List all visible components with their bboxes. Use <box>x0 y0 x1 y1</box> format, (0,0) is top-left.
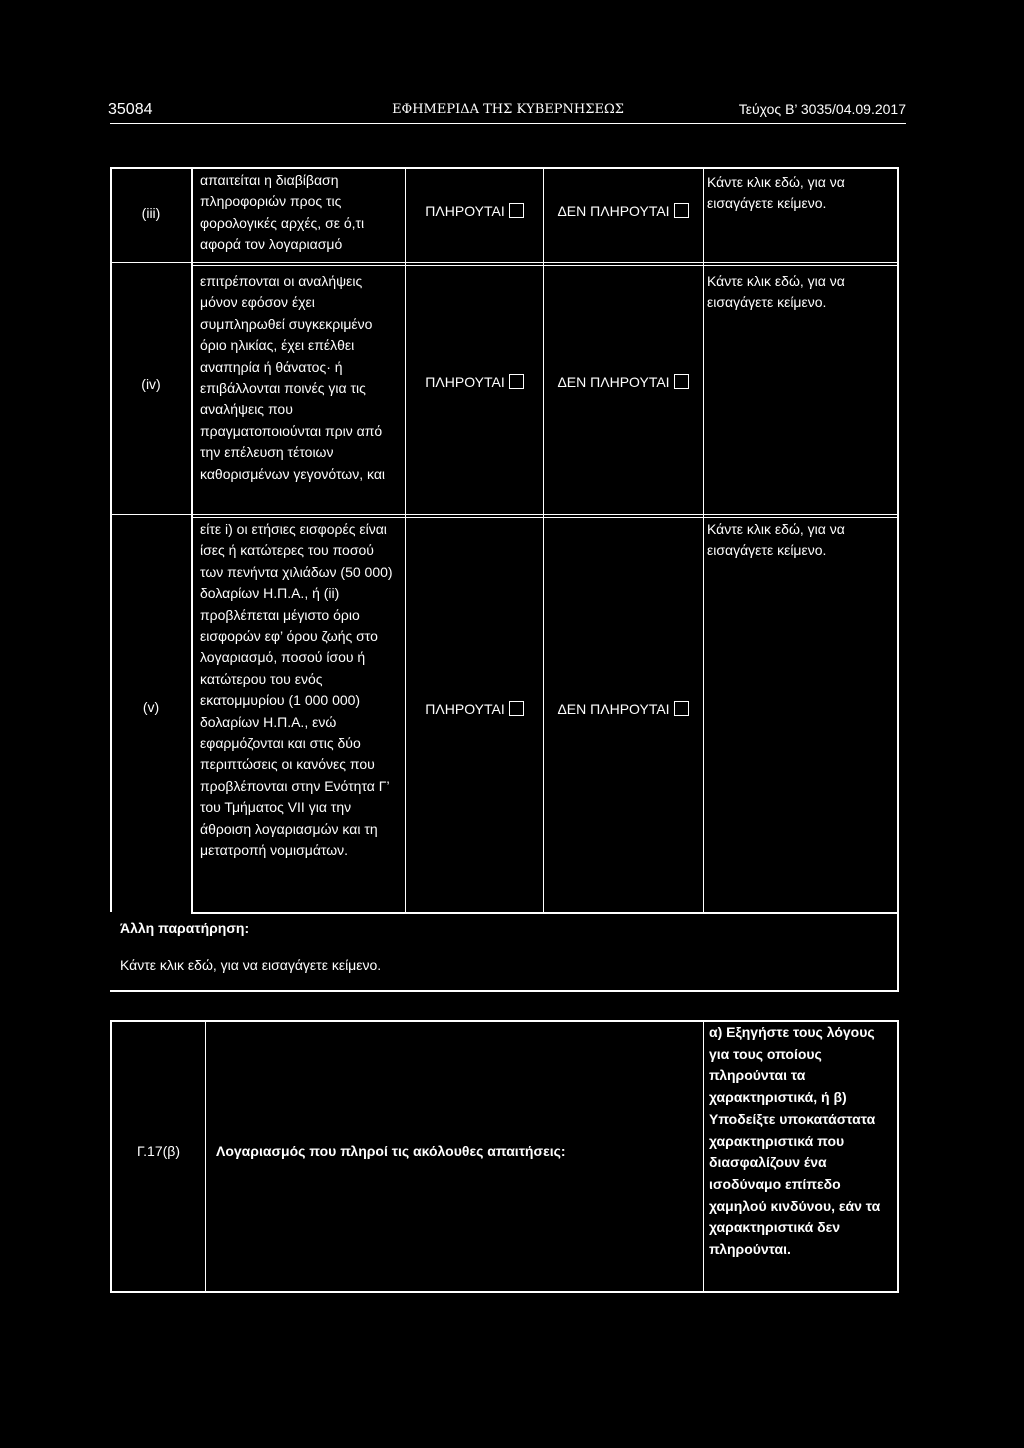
fulfilled-label: ΠΛΗΡΟΥΤΑΙ <box>425 203 505 219</box>
not-fulfilled-label: ΔΕΝ ΠΛΗΡΟΥΤΑΙ <box>557 203 670 219</box>
row-divider <box>193 265 899 266</box>
fulfilled-label: ΠΛΗΡΟΥΤΑΙ <box>425 701 505 717</box>
table-top-border <box>110 167 899 169</box>
row-divider <box>193 517 899 518</box>
section-instruction: α) Εξηγήστε τους λόγους για τους οποίους πληρούνται τα χαρακτηριστικά, ή β) Υποδείξτε υποκατάστατα χαρακτηριστικά που διασφαλίζουν ένα ισοδύναμο επίπεδο χαμηλού κινδύνου, εάν τα χαρακτηριστικά δεν πληρούνται. <box>709 1024 881 1258</box>
section-column-divider <box>703 1020 704 1293</box>
other-note-label: Άλλη παρατήρηση: <box>120 920 250 936</box>
text-field-v[interactable]: Κάντε κλικ εδώ, για να εισαγάγετε κείμενο. <box>707 521 845 558</box>
row-description-iv: επιτρέπονται οι αναλήψεις μόνον εφόσον έχει συμπληρωθεί συγκεκριμένο όριο ηλικίας, έχει επέλθει αναπηρία ή θάνατος· ή επιβάλλονται ποινές για τις αναλήψεις που πραγματοποιούνται πριν από την επέλευση τέτοιων καθορισμένων γεγονότων, και <box>200 273 386 482</box>
column-divider <box>191 167 193 912</box>
column-divider <box>543 167 544 912</box>
checkbox[interactable] <box>674 701 689 716</box>
page-number: 35084 <box>108 101 153 118</box>
section-bottom-border <box>110 1291 899 1293</box>
section-right-border <box>897 1020 899 1293</box>
table-right-border <box>897 167 899 992</box>
section-code: Γ.17(β) <box>136 1143 180 1159</box>
row-divider <box>110 262 899 263</box>
row-divider <box>110 514 899 515</box>
row-divider <box>191 912 899 914</box>
column-divider <box>405 167 406 912</box>
section-title: Λογαριασμός που πληροί τις ακόλουθες απαιτήσεις: <box>216 1143 566 1159</box>
row-description-iii: απαιτείται η διαβίβαση πληροφοριών προς τις φορολογικές αρχές, σε ό,τι αφορά τον λογαριασμό <box>200 172 365 253</box>
column-divider <box>703 167 704 912</box>
issue-info: Τεύχος Β’ 3035/04.09.2017 <box>738 101 906 117</box>
row-description-v: είτε i) οι ετήσιες εισφορές είναι ίσες ή κατώτερες του ποσού των πενήντα χιλιάδων (50 000) δολαρίων Η.Π.Α., ή (ii) προβλέπεται μέγιστο όριο εισφορών εφ’ όρου ζωής στο λογαριασμό, ποσού ίσου ή κατώτερου του ενός εκατομμυρίου (1 000 000) δολαρίων Η.Π.Α., ενώ εφαρμόζονται και στις δύο περιπτώσεις οι κανόνες που προβλέπονται στην Ενότητα Γ’ του Τμήματος VII για την άθροιση λογαριασμών και τη μετατροπή νομισμάτων. <box>200 521 393 859</box>
page-header <box>110 101 906 124</box>
checkbox[interactable] <box>674 203 689 218</box>
fulfilled-option-iv[interactable] <box>406 374 543 390</box>
row-label-iii: (iii) <box>141 205 161 221</box>
not-fulfilled-option-v[interactable] <box>543 701 703 717</box>
not-fulfilled-label: ΔΕΝ ΠΛΗΡΟΥΤΑΙ <box>557 374 670 390</box>
row-label-iv: (iv) <box>141 376 161 392</box>
note-bottom-border <box>110 990 899 992</box>
not-fulfilled-option-iii[interactable] <box>543 203 703 219</box>
checkbox[interactable] <box>509 203 524 218</box>
not-fulfilled-option-iv[interactable] <box>543 374 703 390</box>
text-field-iii[interactable]: Κάντε κλικ εδώ, για να εισαγάγετε κείμενο. <box>707 174 845 211</box>
other-note-text-field[interactable]: Κάντε κλικ εδώ, για να εισαγάγετε κείμενο. <box>120 957 382 973</box>
table-left-border <box>110 167 112 912</box>
not-fulfilled-label: ΔΕΝ ΠΛΗΡΟΥΤΑΙ <box>557 701 670 717</box>
checkbox[interactable] <box>509 374 524 389</box>
section-column-divider <box>205 1020 206 1293</box>
checkbox[interactable] <box>509 701 524 716</box>
text-field-iv[interactable]: Κάντε κλικ εδώ, για να εισαγάγετε κείμενο. <box>707 273 845 310</box>
fulfilled-label: ΠΛΗΡΟΥΤΑΙ <box>425 374 505 390</box>
fulfilled-option-v[interactable] <box>406 701 543 717</box>
checkbox[interactable] <box>674 374 689 389</box>
fulfilled-option-iii[interactable] <box>406 203 543 219</box>
gazette-title: ΕΦΗΜΕΡΙΔΑ ΤΗΣ ΚΥΒΕΡΝΗΣΕΩΣ <box>392 102 624 117</box>
row-label-v: (v) <box>142 699 160 715</box>
